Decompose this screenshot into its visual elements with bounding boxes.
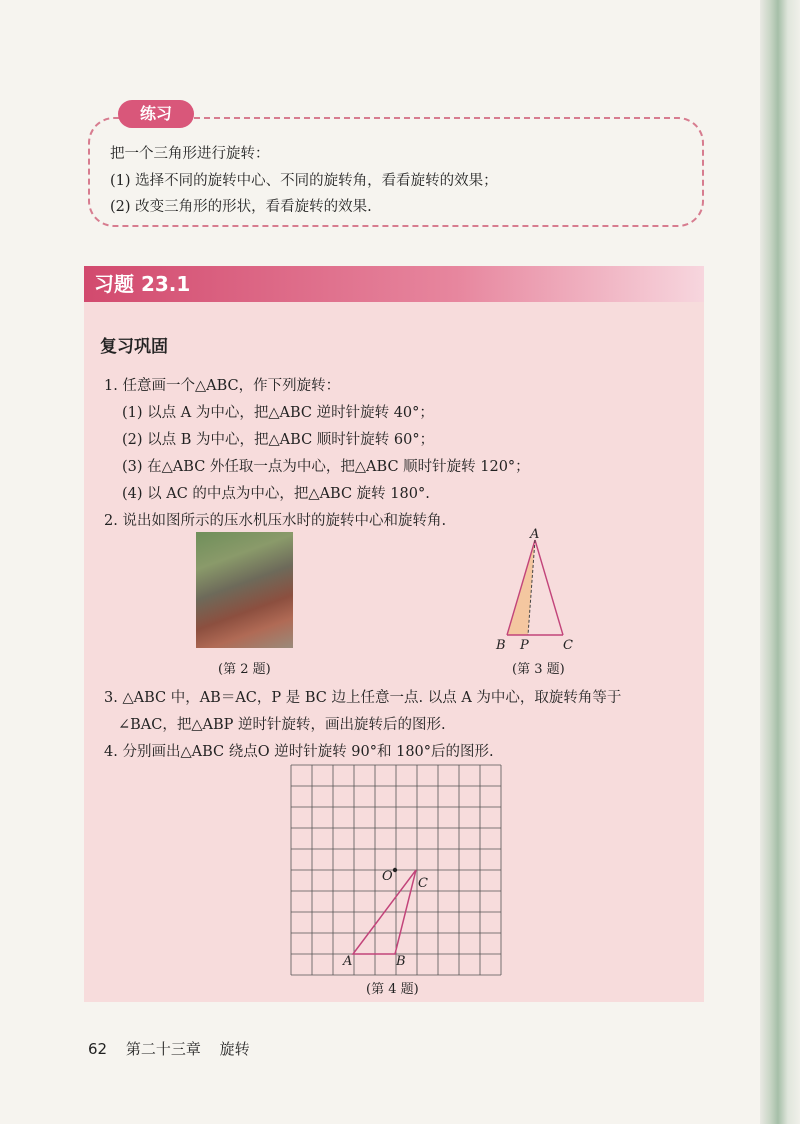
page-number: 62 [88,1040,108,1058]
fig3-label-c: C [563,638,573,653]
fig4-label-a: A [343,954,353,969]
q3-text-line-2: ∠BAC，把△ABP 逆时针旋转，画出旋转后的图形. [118,717,446,733]
section-title: 复习巩固 [100,337,168,357]
q4-text: 4. 分别画出△ABC 绕点O 逆时针旋转 90°和 180°后的图形. [104,744,494,760]
page-binding-edge [760,0,800,1124]
q1-item-3: (3) 在△ABC 外任取一点为中心，把△ABC 顺时针旋转 120°； [122,459,530,475]
fig3-side-ac [535,540,563,635]
fig3-label-p: P [520,638,529,653]
fig4-point-o [393,868,397,872]
practice-item-2: (2) 改变三角形的形状，看看旋转的效果. [110,199,372,215]
q3-text-line-1: 3. △ABC 中，AB＝AC，P 是 BC 边上任意一点. 以点 A 为中心，取旋转角等于 [104,690,622,706]
page-footer [88,1038,264,1059]
practice-intro: 把一个三角形进行旋转： [110,146,270,162]
fig4-label-o: O [382,869,393,884]
practice-tag: 练习 [118,100,194,128]
q1-item-4: (4) 以 AC 的中点为中心，把△ABC 旋转 180°. [122,486,430,502]
fig4-grid [291,765,501,975]
chapter-title: 第二十三章 [125,1040,201,1058]
fig4-caption: (第 4 题) [366,982,419,997]
fig3-label-b: B [496,638,506,653]
q2-text: 2. 说出如图所示的压水机压水时的旋转中心和旋转角. [104,513,447,529]
water-pump-photo [196,532,293,648]
q1-item-2: (2) 以点 B 为中心，把△ABC 顺时针旋转 60°； [122,432,435,448]
fig2-caption: (第 2 题) [218,662,271,677]
fig3-caption: (第 3 题) [512,662,565,677]
practice-item-1: (1) 选择不同的旋转中心、不同的旋转角，看看旋转的效果； [110,173,498,189]
q1-item-1: (1) 以点 A 为中心，把△ABC 逆时针旋转 40°； [122,405,434,421]
fig4-label-c: C [418,876,428,891]
chapter-topic: 旋转 [219,1040,250,1058]
q1-stem: 1. 任意画一个△ABC，作下列旋转： [104,378,341,394]
fig4-label-b: B [396,954,406,969]
fig3-label-a: A [530,527,540,542]
fig3-triangle [490,526,610,656]
exercise-header: 习题 23.1 [84,266,704,302]
